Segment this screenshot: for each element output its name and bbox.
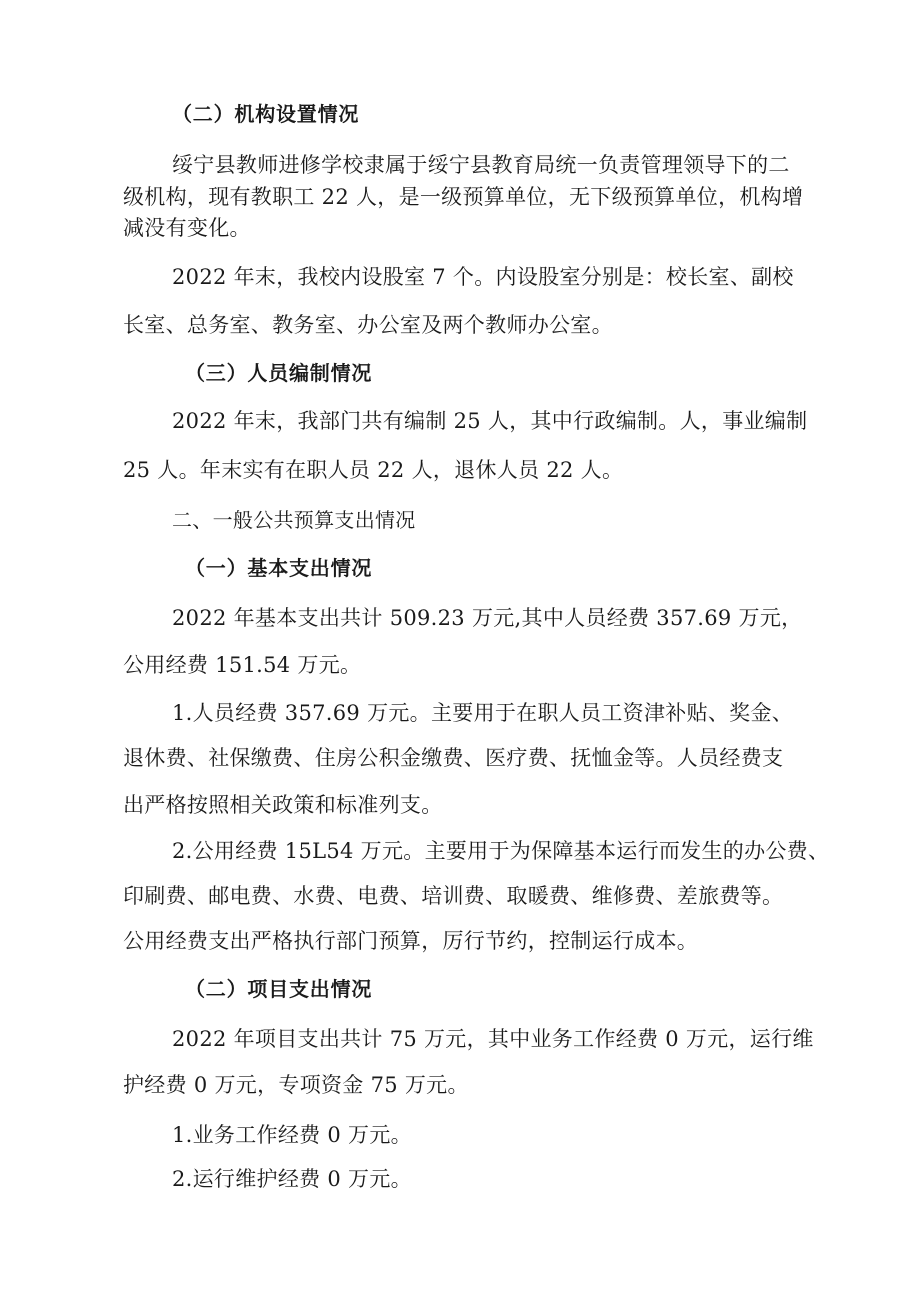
heading-project-expenditure: （二）项目支出情况 bbox=[185, 977, 373, 1001]
paragraph-line: 级机构，现有教职工 22 人，是一级预算单位，无下级预算单位，机构增 bbox=[123, 185, 804, 209]
paragraph-line: 护经费 0 万元，专项资金 75 万元。 bbox=[123, 1073, 469, 1097]
paragraph-line: 1.人员经费 357.69 万元。主要用于在职人员工资津补贴、奖金、 bbox=[172, 701, 794, 725]
paragraph-line: 1.业务工作经费 0 万元。 bbox=[172, 1123, 412, 1147]
paragraph-line: 25 人。年末实有在职人员 22 人，退休人员 22 人。 bbox=[123, 458, 624, 482]
paragraph-line: 公用经费支出严格执行部门预算，厉行节约，控制运行成本。 bbox=[123, 929, 699, 953]
heading-basic-expenditure: （一）基本支出情况 bbox=[185, 556, 373, 580]
paragraph-line: 出严格按照相关政策和标准列支。 bbox=[123, 793, 443, 817]
paragraph-line: 2022 年末，我部门共有编制 25 人，其中行政编制。人，事业编制 bbox=[172, 409, 808, 433]
paragraph-line: 长室、总务室、教务室、办公室及两个教师办公室。 bbox=[123, 313, 613, 337]
section-heading-general-budget: 二、一般公共预算支出情况 bbox=[172, 508, 416, 532]
paragraph-line: 2022 年末，我校内设股室 7 个。内设股室分别是：校长室、副校 bbox=[172, 265, 794, 289]
paragraph-line: 绥宁县教师进修学校隶属于绥宁县教育局统一负责管理领导下的二 bbox=[172, 153, 790, 177]
paragraph-line: 2022 年基本支出共计 509.23 万元,其中人员经费 357.69 万元， bbox=[172, 606, 803, 630]
heading-staffing: （三）人员编制情况 bbox=[185, 361, 373, 385]
paragraph-line: 2.运行维护经费 0 万元。 bbox=[172, 1167, 412, 1191]
paragraph-line: 减没有变化。 bbox=[123, 216, 251, 240]
paragraph-line: 退休费、社保缴费、住房公积金缴费、医疗费、抚恤金等。人员经费支 bbox=[123, 746, 784, 770]
paragraph-line: 公用经费 151.54 万元。 bbox=[123, 653, 362, 677]
paragraph-line: 2.公用经费 15L54 万元。主要用于为保障基本运行而发生的办公费、 bbox=[172, 839, 830, 863]
paragraph-line: 2022 年项目支出共计 75 万元，其中业务工作经费 0 万元，运行维 bbox=[172, 1027, 814, 1051]
paragraph-line: 印刷费、邮电费、水费、电费、培训费、取暖费、维修费、差旅费等。 bbox=[123, 884, 784, 908]
heading-institution-setup: （二）机构设置情况 bbox=[172, 102, 360, 126]
